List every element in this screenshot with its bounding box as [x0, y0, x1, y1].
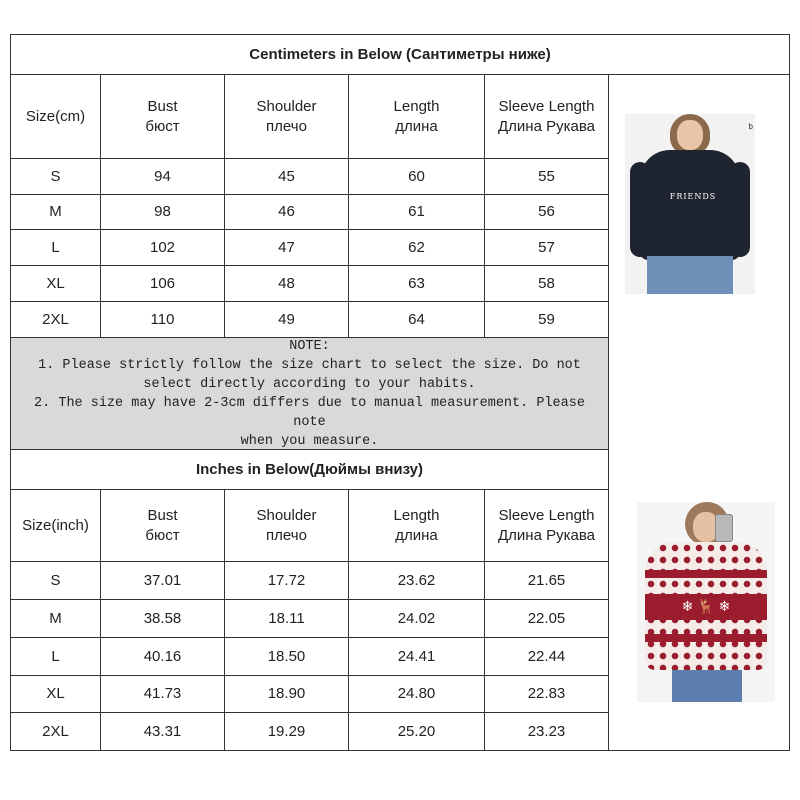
cm-table-title: Centimeters in Below (Сантиметры ниже) — [11, 35, 789, 75]
cm-cell-length: 60 — [349, 159, 485, 195]
cm-cell-bust: 94 — [101, 159, 225, 195]
cm-header-bust-ru: бюст — [145, 117, 180, 135]
inch-cell-bust: 41.73 — [101, 676, 225, 713]
cm-cell-shoulder: 45 — [225, 159, 349, 195]
inch-cell-shoulder: 18.11 — [225, 600, 349, 638]
cm-cell-shoulder: 48 — [225, 266, 349, 302]
cm-header-length-ru: длина — [395, 117, 438, 135]
inch-cell-length: 23.62 — [349, 562, 485, 600]
cm-header-sleeve — [485, 75, 609, 159]
note-heading: NOTE: — [289, 338, 330, 354]
inch-cell-size: XL — [11, 676, 101, 713]
size-note — [11, 338, 609, 450]
inch-cell-size: M — [11, 600, 101, 638]
cm-cell-length: 62 — [349, 230, 485, 266]
inch-cell-sleeve: 22.05 — [485, 600, 609, 638]
inch-cell-sleeve: 22.83 — [485, 676, 609, 713]
inch-header-bust-ru: бюст — [145, 526, 180, 544]
inch-cell-size: S — [11, 562, 101, 600]
inch-cell-bust: 37.01 — [101, 562, 225, 600]
cm-cell-size: 2XL — [11, 302, 101, 338]
cm-cell-length: 61 — [349, 195, 485, 230]
product-photo-friends-sweatshirt — [625, 114, 755, 294]
inch-cell-shoulder: 18.90 — [225, 676, 349, 713]
cm-header-shoulder-en: Shoulder — [256, 97, 317, 115]
cm-cell-bust: 106 — [101, 266, 225, 302]
inch-header-length-ru: длина — [395, 526, 438, 544]
cm-cell-shoulder: 46 — [225, 195, 349, 230]
cm-header-sleeve-en: Sleeve Length — [498, 97, 595, 115]
inch-header-sleeve — [485, 490, 609, 562]
reindeer-pattern: ❄ 🦌 ❄ — [681, 598, 731, 614]
cm-header-length-en: Length — [393, 97, 440, 115]
cm-cell-sleeve: 55 — [485, 159, 609, 195]
note-line: select directly according to your habits. — [143, 376, 476, 392]
inch-cell-length: 24.80 — [349, 676, 485, 713]
sweatshirt-print: FRIENDS — [669, 192, 717, 201]
cm-cell-shoulder: 49 — [225, 302, 349, 338]
inch-cell-shoulder: 17.72 — [225, 562, 349, 600]
cm-header-size: Size(cm) — [11, 75, 101, 159]
product-photo-christmas-sweater — [637, 502, 775, 702]
cm-cell-bust: 110 — [101, 302, 225, 338]
cm-cell-sleeve: 56 — [485, 195, 609, 230]
inch-cell-shoulder: 18.50 — [225, 638, 349, 676]
inch-cell-sleeve: 22.44 — [485, 638, 609, 676]
inch-header-shoulder-en: Shoulder — [256, 506, 317, 524]
inch-header-bust-en: Bust — [147, 506, 178, 524]
inch-header-shoulder — [225, 490, 349, 562]
inch-header-bust — [101, 490, 225, 562]
cm-header-shoulder-ru: плечо — [266, 117, 307, 135]
product-photo-column — [597, 40, 779, 716]
cm-cell-sleeve: 57 — [485, 230, 609, 266]
cm-cell-size: L — [11, 230, 101, 266]
inch-header-length-en: Length — [393, 506, 440, 524]
inch-cell-bust: 40.16 — [101, 638, 225, 676]
cm-cell-size: S — [11, 159, 101, 195]
note-line: 2. The size may have 2-3cm differs due to manual measurement. Please note — [34, 395, 585, 430]
cm-cell-shoulder: 47 — [225, 230, 349, 266]
note-line: 1. Please strictly follow the size chart to select the size. Do not — [38, 357, 581, 373]
cm-cell-sleeve: 58 — [485, 266, 609, 302]
watermark-letter: b — [748, 122, 753, 131]
cm-cell-sleeve: 59 — [485, 302, 609, 338]
inch-cell-bust: 38.58 — [101, 600, 225, 638]
cm-cell-size: M — [11, 195, 101, 230]
cm-cell-size: XL — [11, 266, 101, 302]
inch-header-length — [349, 490, 485, 562]
inch-cell-sleeve: 23.23 — [485, 713, 609, 750]
inch-cell-size: L — [11, 638, 101, 676]
cm-header-sleeve-ru: Длина Рукава — [498, 117, 595, 135]
inch-cell-sleeve: 21.65 — [485, 562, 609, 600]
cm-cell-bust: 102 — [101, 230, 225, 266]
cm-cell-bust: 98 — [101, 195, 225, 230]
note-line: when you measure. — [240, 433, 379, 449]
inch-header-size: Size(inch) — [11, 490, 101, 562]
phone-icon — [715, 514, 733, 542]
inch-table-title: Inches in Below(Дюймы внизу) — [11, 450, 609, 490]
cm-header-length — [349, 75, 485, 159]
cm-cell-length: 64 — [349, 302, 485, 338]
inch-cell-bust: 43.31 — [101, 713, 225, 750]
inch-cell-length: 25.20 — [349, 713, 485, 750]
inch-cell-shoulder: 19.29 — [225, 713, 349, 750]
inch-header-shoulder-ru: плечо — [266, 526, 307, 544]
cm-header-bust-en: Bust — [147, 97, 178, 115]
cm-cell-length: 63 — [349, 266, 485, 302]
inch-header-sleeve-en: Sleeve Length — [498, 506, 595, 524]
inch-cell-length: 24.41 — [349, 638, 485, 676]
inch-cell-length: 24.02 — [349, 600, 485, 638]
inch-cell-size: 2XL — [11, 713, 101, 750]
cm-header-bust — [101, 75, 225, 159]
inch-header-sleeve-ru: Длина Рукава — [498, 526, 595, 544]
cm-header-shoulder — [225, 75, 349, 159]
